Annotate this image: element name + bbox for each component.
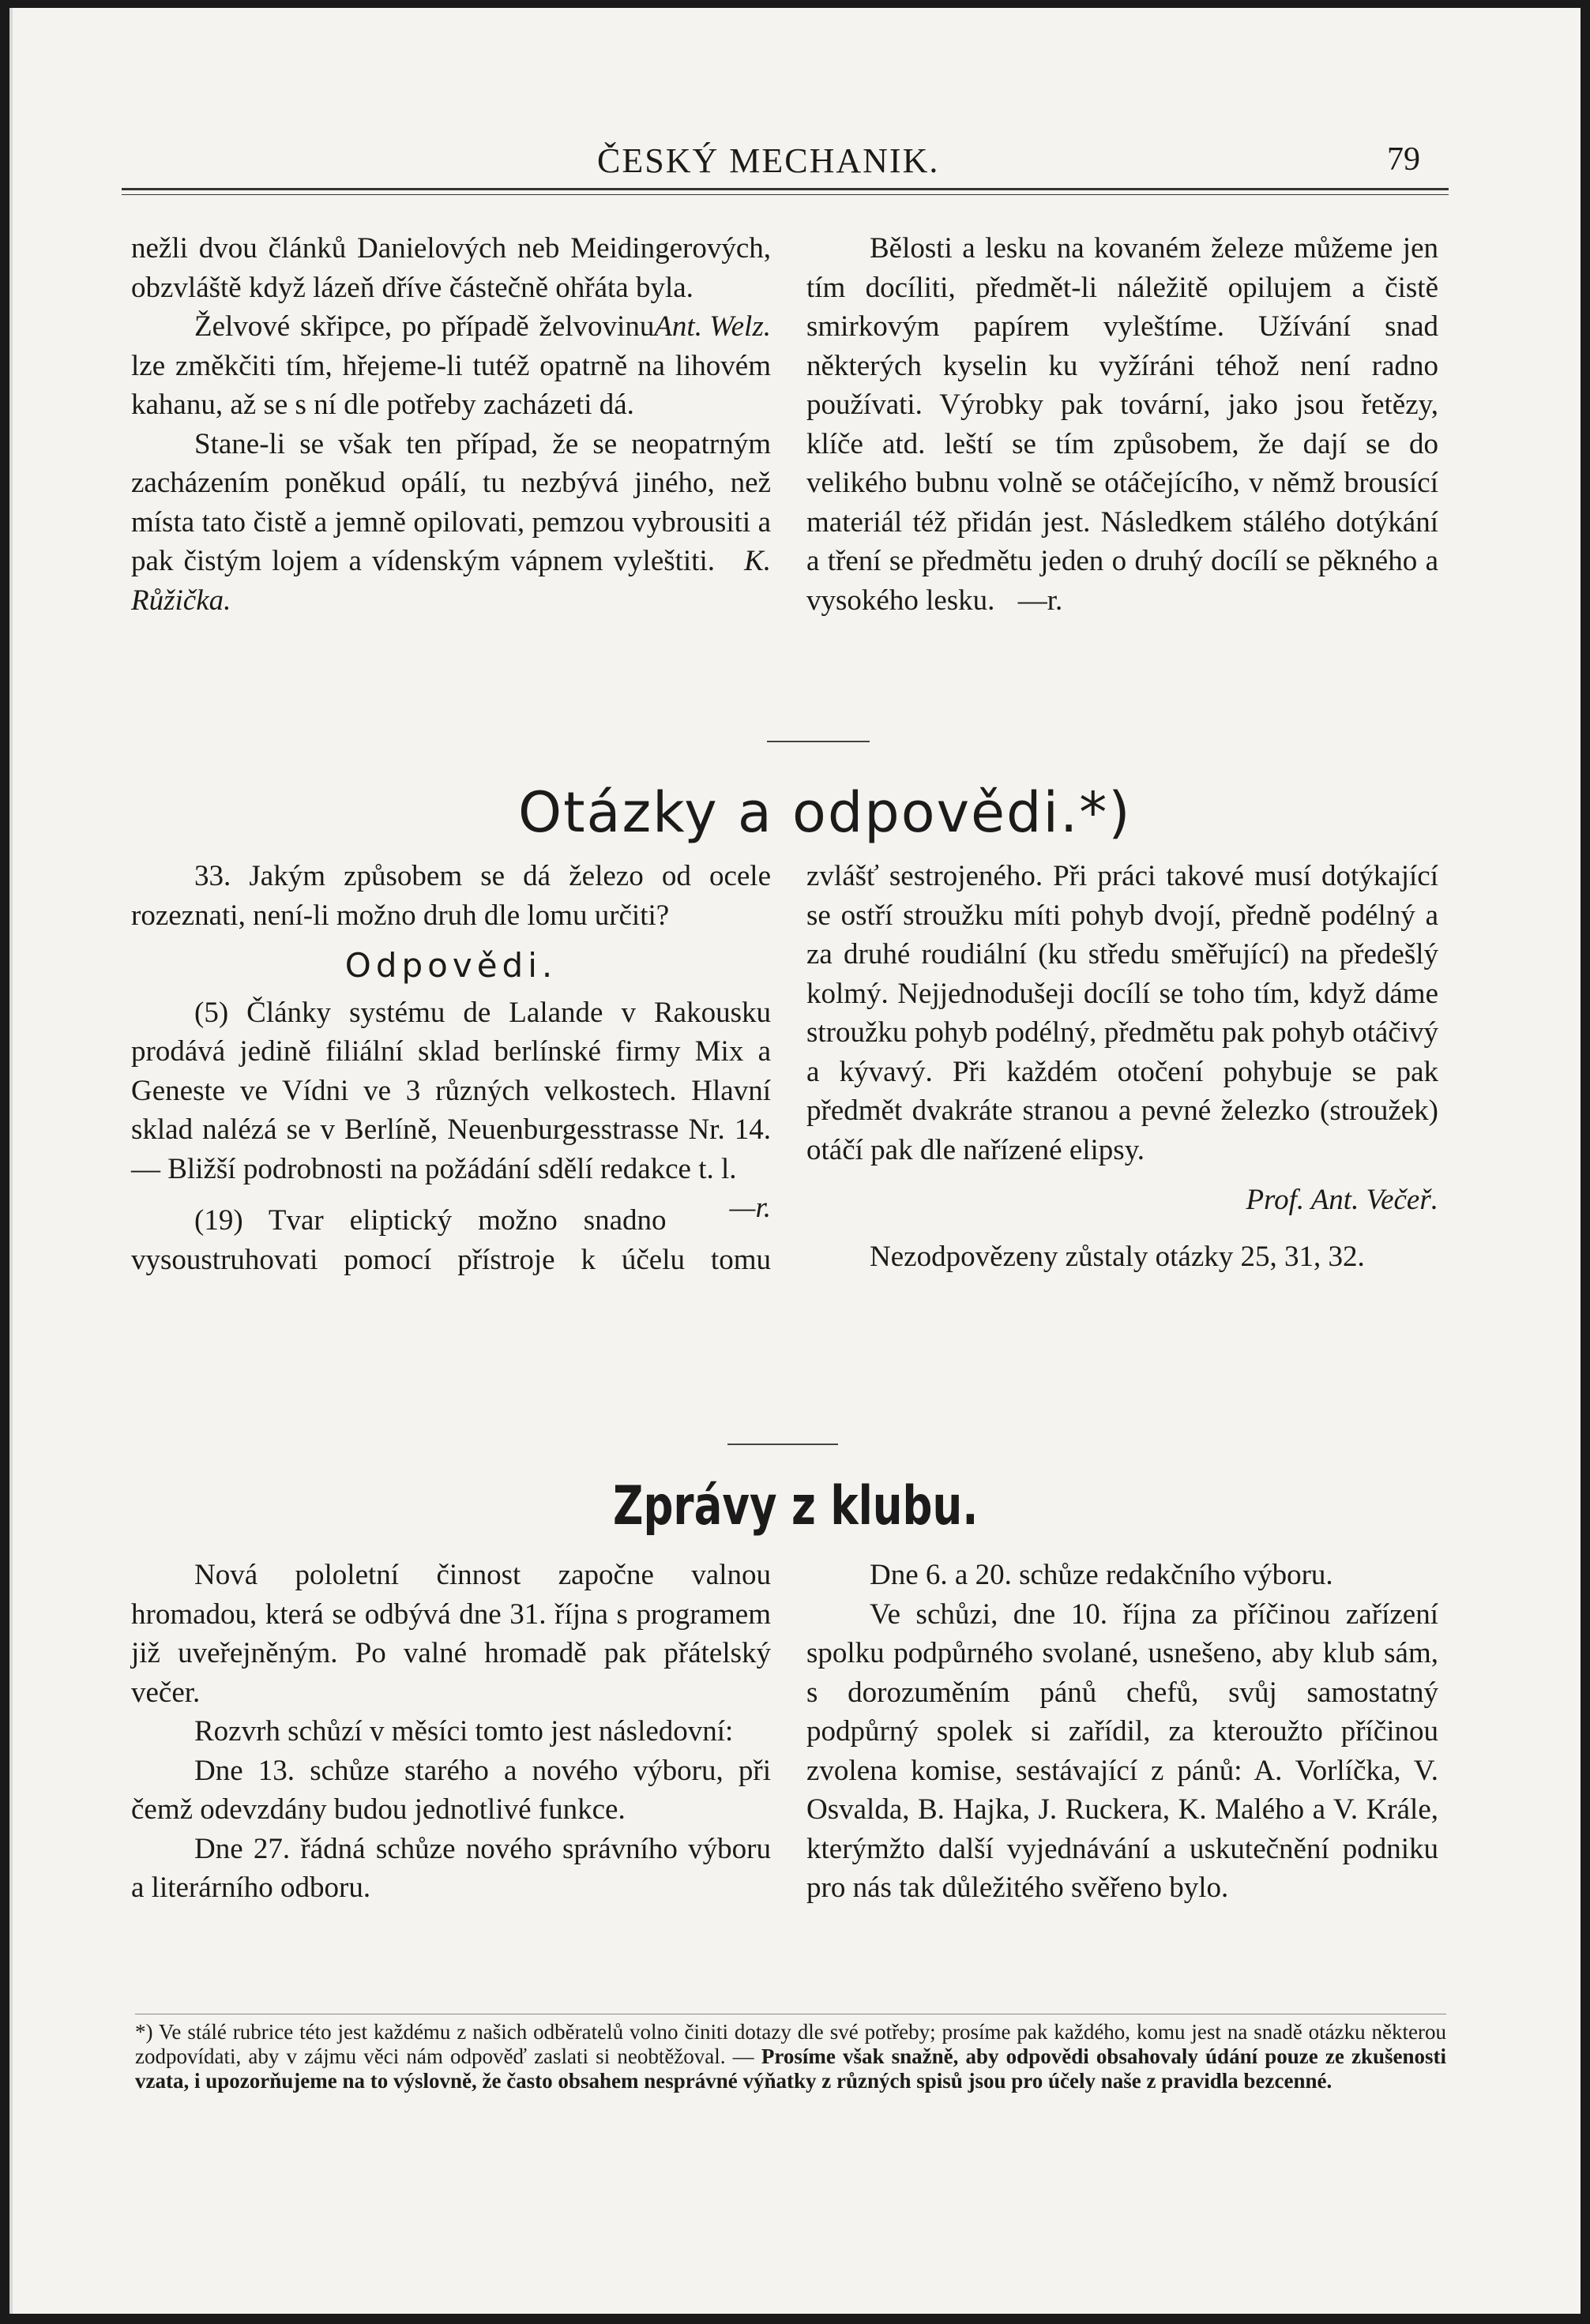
signature: Prof. Ant. Večeř.: [1246, 1184, 1438, 1216]
page-number: 79: [1387, 141, 1420, 178]
signature: —r.: [1017, 584, 1063, 617]
paragraph: [131, 425, 771, 621]
qa-right-column: [806, 857, 1438, 1276]
paragraph-text: nežli dvou článků Danielových neb Meidingerových, obzvláště když lázeň dříve částečně ohřáta byla.: [131, 232, 771, 304]
top-right-column: [806, 229, 1438, 620]
paragraph-text: (5) Články systému de Lalande v Rakousku prodává jedině filiální sklad berlínské firmy Mix a Geneste ve Vídni ve 3 různých velkostech. Hlavní sklad nalézá se v Berlíně, Neuenburgesstrasse Nr. 14. — Bližší podrobnosti na požádání sdělí redakce t. l.: [131, 996, 771, 1185]
section-heading-club: Zprávy z klubu.: [613, 1475, 979, 1537]
signature: K. Růžička.: [131, 545, 771, 617]
running-header-title: ČESKÝ MECHANIK.: [597, 141, 940, 180]
footnote-text: *) Ve stálé rubrice této jest každému z našich odběratelů volno činiti dotazy dle své potřeby; prosíme pak každého, komu jest na snadě otázku některou zodpovídati, aby v zájmu věci nám odpověď zaslati si neobtěžoval. —: [135, 2020, 1446, 2068]
club-left-column: [131, 1556, 771, 1908]
header-rule-thin: [122, 194, 1449, 195]
paragraph-text: Bělosti a lesku na kovaném železe můžeme jen tím docíliti, předmět-li náležitě opilujem a čistě smirkovým papírem vyleštíme. Užívání snad některých kyselin ku vyžíráni téhož není radno používati. Výrobky pak tovární, jako jsou řetězy, klíče atd. leští se tím způsobem, že dají se do velikého bubnu volně se otáčejícího, v němž brousící materiál též přidán jest. Následkem stálého dotýkání a tření se předmětu jeden o druhý docílí se pěkného a vysokého lesku.: [806, 232, 1438, 617]
separator: [767, 741, 870, 742]
paragraph-text: Stane-li se však ten případ, že se neopatrným zacházením poněkud opálí, tu nezbývá jiného, než místa tato čistě a jemně opilovati, pemzou vybrousiti a pak čistým lojem a vídenským vápnem vyleštiti.: [131, 427, 771, 577]
paragraph: [806, 229, 1438, 620]
paragraph: Dne 13. schůze starého a nového výboru, při čemž odevzdány budou jednotlivé funkce.: [131, 1754, 771, 1826]
unanswered-note: Nezodpovězeny zůstaly otázky 25, 31, 32.: [870, 1240, 1365, 1273]
signature: —r.: [729, 1192, 771, 1224]
page: [9, 8, 1581, 2314]
paragraph: Ve schůzi, dne 10. října za příčinou zařízení spolku podpůrného svolané, usnešeno, aby klub sám, s dorozuměním pánů chefů, svůj samostatný podpůrný spolek si zařídil, za kteroužto příčinou zvolena komise, sestávající z pánů: A. Vorlíčka, V. Osvalda, B. Hajka, J. Ruckera, K. Malého a V. Krále, kterýmžto další vyjednávání a uskutečnění podniku pro nás tak důležitého svěřeno bylo.: [806, 1598, 1438, 1904]
club-right-column: [806, 1556, 1438, 1908]
answer-19-start: (19) Tvar eliptický možno snadno vysoustruhovati pomocí přístroje k účelu tomu: [131, 1204, 771, 1276]
paragraph: Dne 6. a 20. schůze redakčního výboru.: [870, 1559, 1333, 1591]
question: 33. Jakým způsobem se dá železo od ocele rozeznati, není-li možno druh dle lomu určiti?: [131, 860, 771, 932]
paragraph: Dne 27. řádná schůze nového správního výboru a literárního odboru.: [131, 1832, 771, 1904]
separator: [727, 1444, 838, 1445]
footnote-emphasis: Prosíme však snažně, aby odpovědi obsahovaly údání pouze ze zkušenosti vzata, i upozorňujeme na to výslovně, že často obsahem nesprávné výňatky z různých spisů jsou pro účely naše z pravidla bezcenné.: [135, 2044, 1447, 2093]
section-heading-qa: Otázky a odpovědi.*): [518, 780, 1132, 845]
paragraph: Nová pololetní činnost započne valnou hromadou, která se odbývá dne 31. října s programem již uveřejněným. Po valné hromadě pak přátelský večer.: [131, 1559, 771, 1709]
header-rule: [122, 188, 1449, 190]
paragraph: [131, 229, 771, 343]
paragraph: Rozvrh schůzí v měsíci tomto jest následovní:: [194, 1715, 734, 1748]
answers-heading: Odpovědi.: [344, 946, 558, 985]
answer-19-continued: zvlášť sestrojeného. Při práci takové musí dotýkající se ostří stroužku míti pohyb dvojí, předně podélný a za druhé roudiální (ku středu směřující) na předešlý kolmý. Nejjednodušeji docílí se toho tím, když dáme stroužku pohyb podélný, předmětu pak pohyb otáčivý a kývavý. Při každém otočení pohybuje se pak předmět dvakráte stranou a pevné železko (stroužek) otáčí pak dle nařízené elipsy.: [806, 860, 1438, 1166]
answer-5: [131, 993, 771, 1224]
top-left-column: [131, 229, 771, 620]
footnote: [135, 2020, 1446, 2093]
qa-left-column: [131, 857, 771, 1279]
signature: Ant. Welz.: [654, 310, 771, 343]
paragraph: Želvové skřipce, po případě želvovinu lze změkčiti tím, hřejeme-li tutéž opatrně na lihovém kahanu, až se s ní dle potřeby zacházeti dá.: [131, 310, 771, 421]
